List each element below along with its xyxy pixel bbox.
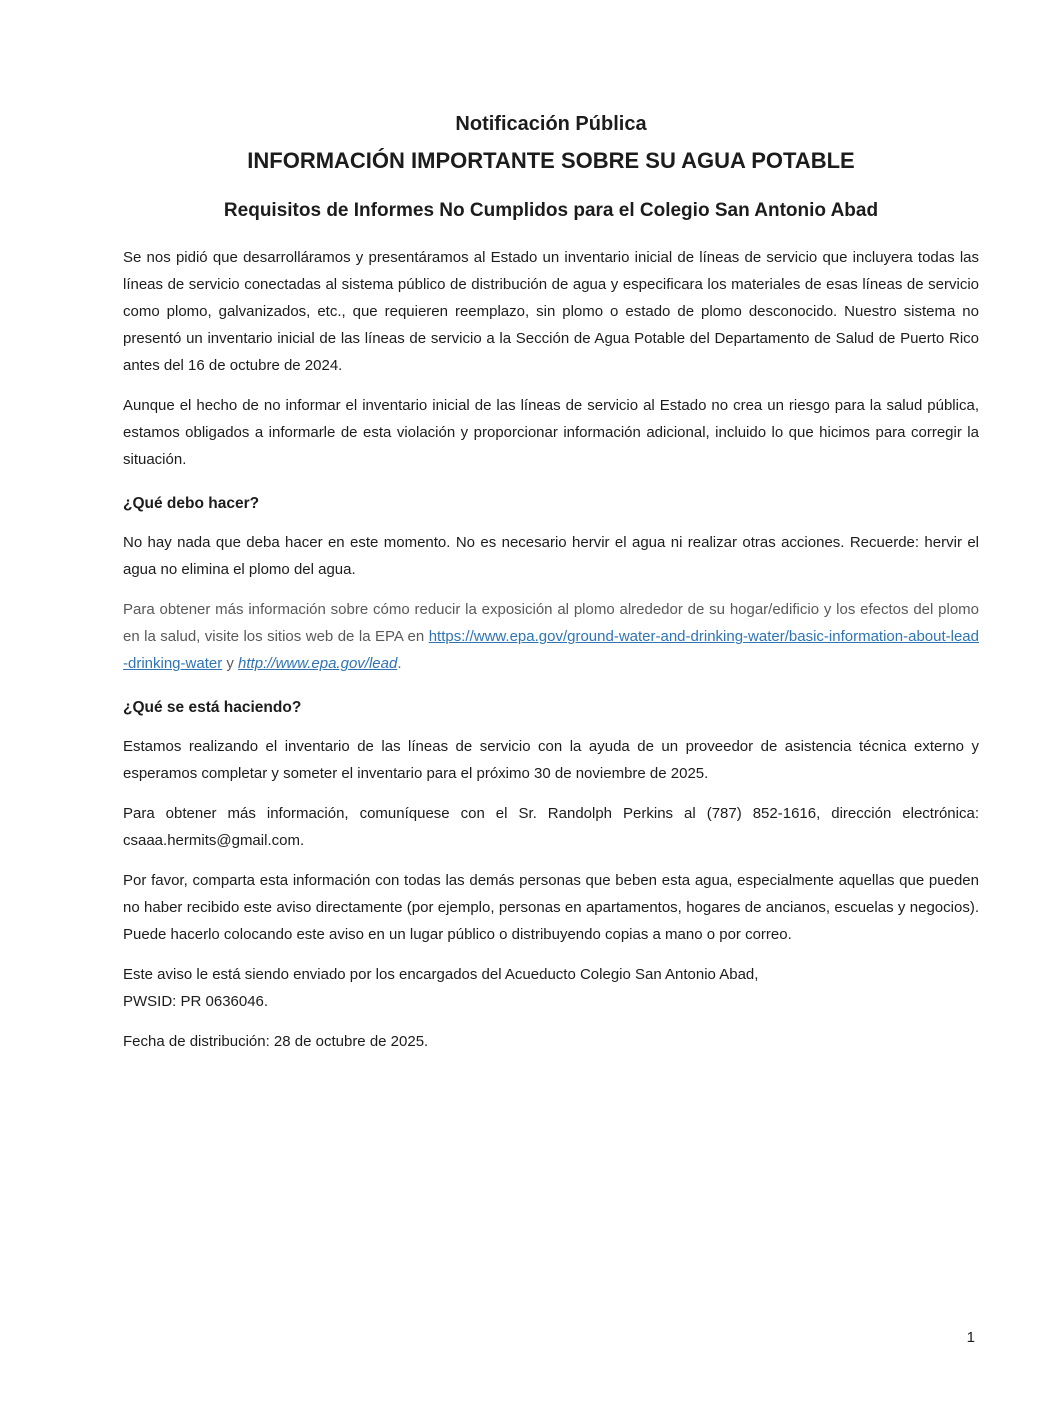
heading-what-to-do: ¿Qué debo hacer? — [123, 495, 260, 513]
paragraph-sender — [123, 961, 979, 1015]
epa-info-text-period: . — [397, 655, 402, 673]
paragraph-inventory-progress: Estamos realizando el inventario de las líneas de servicio con la ayuda de un proveedor de asistencia técnica externo y esperamos completar y someter el inventario para el próximo 30 de noviembre de 2025. — [123, 738, 979, 783]
paragraph-inventory-requirement: Se nos pidió que desarrolláramos y presentáramos al Estado un inventario inicial de líneas de servicio que incluyera todas las líneas de servicio conectadas al sistema público de distribución de agua y especificara los materiales de esas líneas de servicio como plomo, galvanizados, etc., que requieren reemplazo, sin plomo o estado de plomo desconocido. Nuestro sistema no presentó un inventario inicial de las líneas de servicio a la Sección de Agua Potable del Departamento de Salud de Puerto Rico antes del 16 de octubre de 2024. — [123, 249, 979, 375]
document-subtitle: Requisitos de Informes No Cumplidos para el Colegio San Antonio Abad — [223, 200, 879, 222]
epa-drinking-water-link[interactable]: https://www.epa.gov/ground-water-and-drinking-water/basic-information-about-lead-drinking-water — [123, 628, 979, 673]
epa-lead-link[interactable]: http://www.epa.gov/lead — [238, 655, 398, 673]
paragraph-epa-info — [123, 596, 979, 677]
epa-info-text-conjunction: y — [222, 655, 239, 673]
page-number: 1 — [966, 1329, 975, 1346]
epa-info-text-lead: Para obtener más información sobre cómo reducir la exposición al plomo alrededor de su hogar/edificio y los efectos del plomo en la salud, visite los sitios web de la EPA en — [123, 601, 979, 646]
paragraph-contact-info: Para obtener más información, comuníquese con el Sr. Randolph Perkins al (787) 852-1616, dirección electrónica: csaaa.hermits@gmail.com. — [123, 805, 979, 850]
paragraph-distribution-date: Fecha de distribución: 28 de octubre de 2025. — [123, 1033, 429, 1051]
heading-whats-being-done: ¿Qué se está haciendo? — [123, 699, 302, 717]
document-title-line2: INFORMACIÓN IMPORTANTE SOBRE SU AGUA POTABLE — [247, 148, 855, 173]
paragraph-no-action-needed: No hay nada que deba hacer en este momento. No es necesario hervir el agua ni realizar otras acciones. Recuerde: hervir el agua no elimina el plomo del agua. — [123, 534, 979, 579]
paragraph-share-notice: Por favor, comparta esta información con todas las demás personas que beben esta agua, especialmente aquellas que pueden no haber recibido este aviso directamente (por ejemplo, personas en apartamentos, hogares de ancianos, escuelas y negocios). Puede hacerlo colocando este aviso en un lugar público o distribuyendo copias a mano o por correo. — [123, 872, 979, 944]
sender-line1: Este aviso le está siendo enviado por los encargados del Acueducto Colegio San Antonio Abad, — [123, 966, 759, 984]
document-title-line1: Notificación Pública — [455, 113, 647, 135]
paragraph-violation-notice: Aunque el hecho de no informar el inventario inicial de las líneas de servicio al Estado no crea un riesgo para la salud pública, estamos obligados a informarle de esta violación y proporcionar información adicional, incluido lo que hicimos para corregir la situación. — [123, 397, 979, 469]
sender-pwsid: PWSID: PR 0636046. — [123, 993, 269, 1011]
